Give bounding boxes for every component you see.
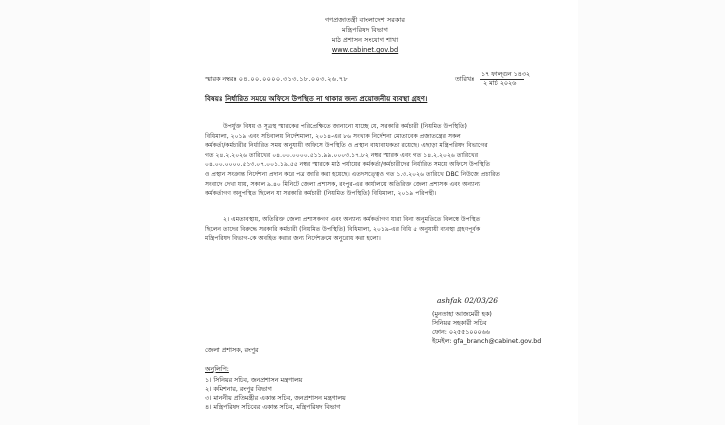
- paragraph-line: বিধিমালা, ২০১৯ এবং সচিবালয় নির্দেশমালা, ২০১৪-এর ৮৬ সংখ্যক নির্দেশনা মোতাবেক প্রজাতন্ত্রের সকল: [205, 132, 461, 140]
- signatory-designation: সিনিয়র সহকারী সচিব: [432, 320, 487, 327]
- subject-label: বিষয়ঃ: [205, 95, 223, 103]
- copy-item: ৩। মাননীয় প্রতিমন্ত্রীর একান্ত সচিব, জনপ্রশাসন মন্ত্রণালয়: [205, 395, 346, 402]
- paragraph-line: ছিলেন তাদের বিরুদ্ধে সরকারি কর্মচারী (নিয়মিত উপস্থিতি) বিধিমালা, ২০১৯-এর বিধি ৫ অনুযায়ী ব্যবস্থা গ্রহণপূর্বক: [205, 225, 481, 233]
- header-division: মন্ত্রিপরিষদ বিভাগ: [341, 26, 388, 34]
- subject-line: [205, 95, 427, 103]
- paragraph-line: মন্ত্রিপরিষদ বিভাগ-কে অবহিত করার জন্য নির্দেশক্রমে অনুরোধ করা হলো।: [205, 235, 381, 243]
- memo-label: স্মারক নম্বরঃ: [205, 76, 237, 83]
- header-branch: মাঠ প্রশাসন সংযোগ শাখা: [331, 36, 399, 44]
- paragraph-line: ও প্রস্থান সংক্রান্ত নির্দেশনা প্রদান করে পত্র জারি করা হয়েছে। এতদসত্ত্বেও গত ১.৩.২০২৬ তারিখে DBC নিউজে প্রচারিত: [205, 170, 500, 178]
- memo-number: ০৪.০০.০০০০.৩১৩.১৮.০০৩.২৬.৭৮: [238, 76, 349, 83]
- copy-item: ১। সিনিয়র সচিব, জনপ্রশাসন মন্ত্রণালয়: [205, 377, 303, 384]
- paragraph-line: ০৪.০০.০০০০.৫১৩.০৭.০০১.১৯.৫৫ নম্বর স্মারকে মাঠ পর্যায়ের কর্মকর্তা/কর্মচারীদের নির্ধারিত সময়ে অফিসে উপস্থিতি: [205, 161, 491, 169]
- paragraph-line: গত ২৪.২.২০২৬ তারিখের ০৪.০০.০০০০.৫১১.৯৯.০০০৩.১৭.৮২ নম্বর স্মারক এবং গত ১৪.২.২০২৬ তারিখের: [205, 151, 479, 159]
- signatory-email: ইমেইল: gfa_branch@cabinet.gov.bd: [432, 338, 542, 345]
- date-label: তারিখঃ: [455, 76, 475, 83]
- document-sheet: [150, 0, 578, 425]
- memo-line: [205, 76, 348, 84]
- paragraph-line: উপর্যুক্ত বিষয় ও সূত্রস্থ স্মারকের পরিপ্রেক্ষিতে জানানো যাচ্ছে যে, সরকারি কর্মচারী (নিয়মিত উপস্থিতি): [223, 123, 467, 130]
- body-paragraph-2: [205, 215, 515, 244]
- paragraph-line: ২। এমতাবস্থায়, অতিরিক্ত জেলা প্রশাসকগণ এবং অন্যান্য কর্মকর্তাগণ যারা বিনা অনুমতিতে বিলম্বে উপস্থিত: [223, 216, 481, 223]
- paragraph-line: সংবাদে দেখা যায়, সকাল ৯.৪০ মিনিটে জেলা প্রশাসক, রংপুর-এর কার্যালয়ে অতিরিক্ত জেলা প্রশাসক এবং অন্যান্য: [205, 180, 480, 188]
- subject-text: নির্ধারিত সময়ে অফিসে উপস্থিত না থাকার জন্য প্রয়োজনীয় ব্যবস্থা গ্রহণ।: [225, 95, 428, 103]
- copy-item: ২। কমিশনার, রংপুর বিভাগ: [205, 386, 272, 393]
- signatory-name: (মুনতাহা আজমেরী হক): [432, 311, 492, 318]
- paragraph-line: কর্মকর্তাগণ অনুপস্থিত ছিলেন যা সরকারি কর্মচারী (নিয়মিত উপস্থিতি) বিধিমালা, ২০১৯ পরিপন্থী।: [205, 190, 437, 198]
- handwritten-signature: ashfak 02/03/26: [437, 296, 499, 305]
- signatory-phone: ফোন: ০২৫৫১০০০৬৬: [432, 329, 490, 336]
- date-english: ২ মার্চ ২০২৬: [483, 80, 517, 87]
- header-website-link[interactable]: www.cabinet.gov.bd: [331, 46, 399, 54]
- date-bangla: ১৭ ফাল্গুন ১৪৩২: [481, 71, 531, 78]
- copies-label: অনুলিপি:: [205, 366, 229, 373]
- copy-item: ৪। মন্ত্রিপরিষদ সচিবের একান্ত সচিব, মন্ত্রিপরিষদ বিভাগ: [205, 404, 341, 411]
- header-government: গণপ্রজাতন্ত্রী বাংলাদেশ সরকার: [324, 16, 406, 24]
- paragraph-line: কর্মকর্তা/কর্মচারীর নির্ধারিত সময় অনুযায়ী অফিসে উপস্থিতি ও প্রস্থান বাধ্যবাধকতা রয়েছে। এছাড়া মন্ত্রিপরিষদ বিভাগের: [205, 142, 488, 150]
- recipient: জেলা প্রশাসক, রংপুর: [205, 347, 259, 354]
- body-paragraph-1: [205, 122, 515, 199]
